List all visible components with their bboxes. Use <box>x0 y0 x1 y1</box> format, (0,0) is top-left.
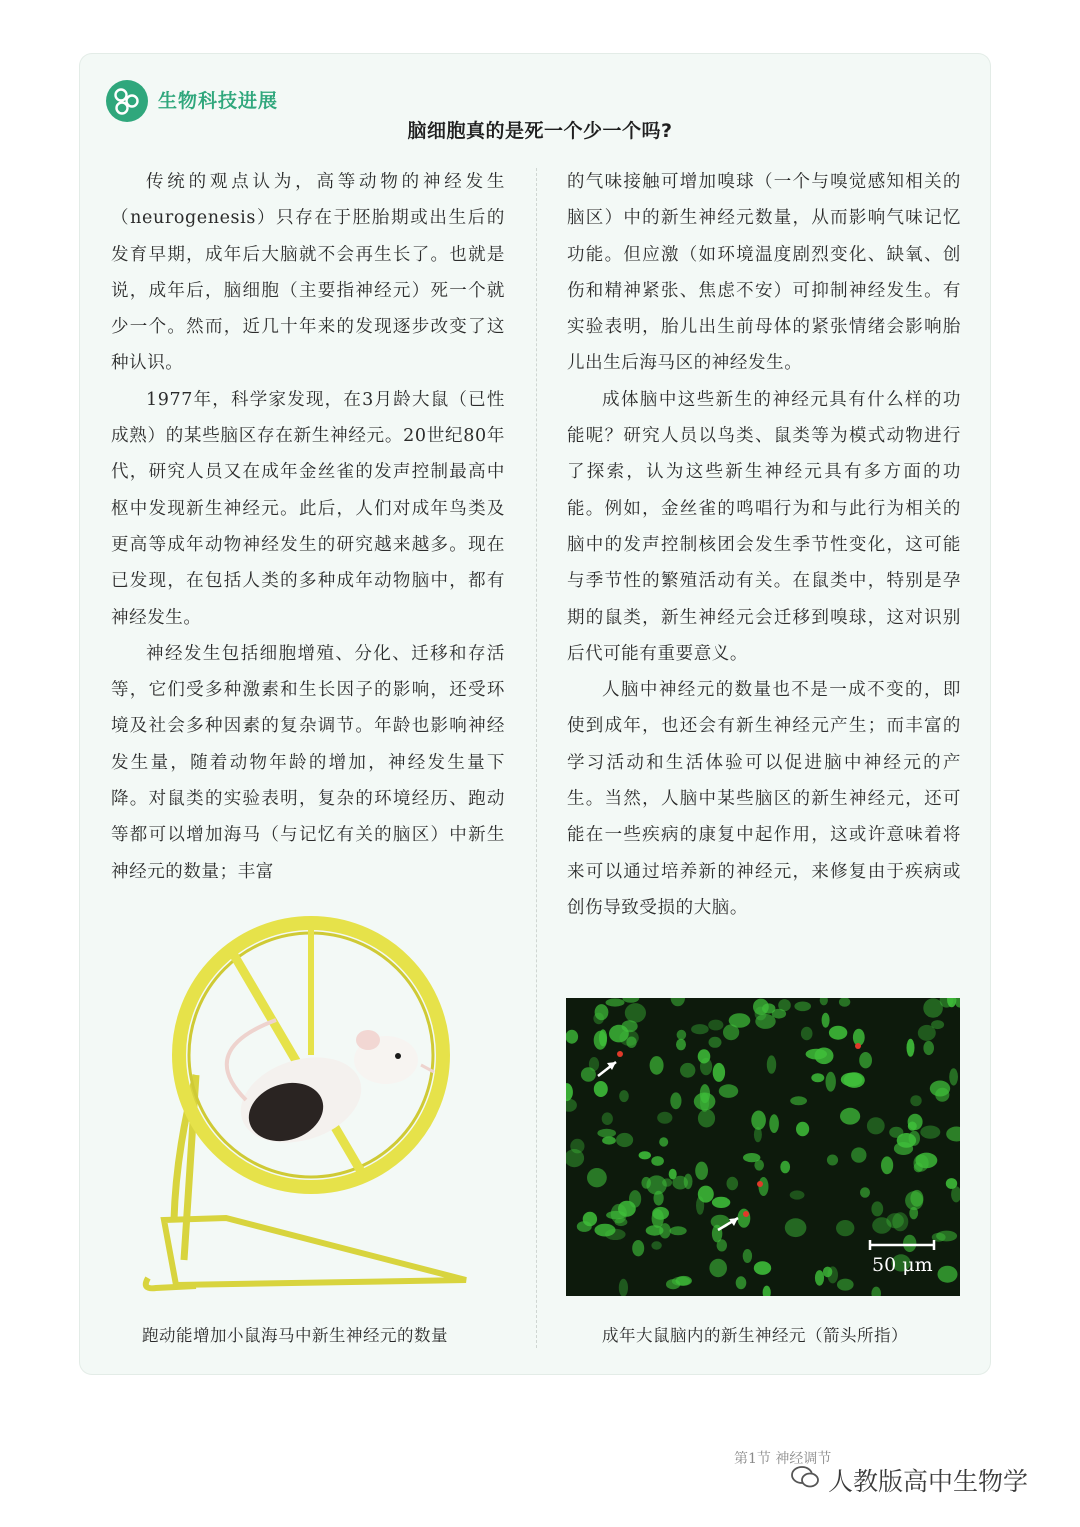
mouse-wheel-illustration <box>136 900 476 1300</box>
neuron-cell <box>666 1279 680 1289</box>
micro-caption: 成年大鼠脑内的新生神经元（箭头所指） <box>602 1326 908 1345</box>
neuron-cell <box>905 1191 923 1210</box>
article-title: 脑细胞真的是死一个少一个吗? <box>407 120 673 142</box>
neuron-cell <box>753 999 769 1015</box>
neuron-cell <box>670 1226 687 1235</box>
neuron-cell <box>815 1270 824 1286</box>
neuron-cell <box>736 1276 747 1289</box>
neuron-cell <box>763 1286 771 1296</box>
neuron-cell <box>616 1133 633 1147</box>
paragraph: 人脑中神经元的数量也不是一成不变的，即使到成年，也还会有新生神经元产生；而丰富的学习活动和生活体验可以促进脑中神经元的产生。当然，人脑中某些脑区的新生神经元，还可能在一些疾病的康复中起作用，这或许意味着将来可以通过培养新的神经元，来修复由于疾病或创伤导致受损的大脑。 <box>567 680 961 918</box>
neuron-cell <box>938 1266 958 1283</box>
neuron-cell <box>727 1177 739 1190</box>
neuron-cell <box>570 1139 584 1154</box>
neuron-cell <box>651 1241 661 1249</box>
neuron-cell <box>632 1240 644 1256</box>
neuron-cell <box>698 1109 715 1127</box>
neuron-cell <box>680 1063 695 1078</box>
neuron-cell <box>670 1092 681 1109</box>
neuron-cell <box>923 1041 934 1055</box>
neuron-cell <box>829 1026 847 1040</box>
neuron-cell <box>615 1218 628 1226</box>
neuron-cell <box>738 1209 751 1228</box>
neuron-cell <box>595 1224 616 1237</box>
neuron-cell <box>920 1126 940 1139</box>
neuron-cell <box>566 1030 578 1044</box>
neuron-cell <box>629 1190 641 1208</box>
neuron-cell <box>946 1127 960 1142</box>
paragraph: 传统的观点认为，高等动物的神经发生（neurogenesis）只存在于胚胎期或出生后的发育早期，成年后大脑就不会再生长了。也就是说，成年后，脑细胞（主要指神经元）死一个就少一个。然而，近几十年来的发现逐步改变了这种认识。 <box>111 172 505 374</box>
watermark-text <box>794 1462 1028 1498</box>
watermark-label: 人教版高中生物学 <box>828 1467 1029 1496</box>
neuron-cell <box>662 1178 672 1186</box>
bio-tech-icon <box>106 80 148 122</box>
neuron-cell <box>743 1153 760 1162</box>
neuron-cell <box>754 1261 771 1275</box>
neuron-cell <box>619 1090 629 1102</box>
neuron-cell <box>836 1220 854 1236</box>
neuron-cell <box>790 1096 807 1105</box>
neuron-cell <box>696 1196 704 1215</box>
new-neuron-marker <box>855 1043 861 1049</box>
neuron-cell <box>723 1024 739 1040</box>
neuron-cell <box>767 1055 776 1073</box>
neuron-cell <box>914 1155 929 1172</box>
neuron-cell <box>881 1156 893 1174</box>
neuron-cell <box>930 1081 950 1097</box>
neuron-cell <box>827 1266 838 1283</box>
neuron-cell <box>566 1083 573 1101</box>
neuron-cell <box>650 1056 664 1075</box>
neuron-cell <box>897 1133 916 1148</box>
neuron-cell <box>619 1030 638 1046</box>
neuron-cell <box>772 1009 786 1019</box>
neuron-cell <box>691 1024 709 1034</box>
micrograph-canvas <box>566 998 960 1296</box>
neuron-cell <box>625 1003 646 1023</box>
neuron-cell <box>907 1039 915 1057</box>
neuron-cell <box>651 1156 664 1166</box>
neuron-cell <box>676 1039 686 1051</box>
neuron-cell <box>743 1249 752 1263</box>
new-neuron-marker <box>757 1181 763 1187</box>
neuron-cell <box>599 1029 607 1046</box>
paragraph-continuation: 的气味接触可增加嗅球（一个与嗅觉感知相关的脑区）中的新生神经元数量，从而影响气味记忆功能。但应激（如环境温度剧烈变化、缺氧、创伤和精神紧张、焦虑不安）可抑制神经发生。有实验表明，胎儿出生前母体的紧张情绪会影响胎儿出生后海马区的神经发生。 <box>567 172 961 374</box>
neuron-cell <box>652 1207 669 1220</box>
neuron-cell <box>839 998 850 1007</box>
neuron-cell <box>867 1117 885 1134</box>
neuron-cell <box>860 1187 870 1198</box>
neuron-cell <box>811 1073 824 1082</box>
neuron-cell <box>594 1081 608 1097</box>
neuron-cell <box>646 1225 664 1235</box>
neuron-cell <box>872 1217 891 1233</box>
column-divider <box>536 168 537 1348</box>
chapter-footer: 第1节 神经调节 <box>734 1451 832 1467</box>
neuron-cell <box>622 998 639 1003</box>
neuron-cell <box>840 1108 860 1125</box>
paragraph: 神经发生包括细胞增殖、分化、迁移和存活等，它们受多种激素和生长因子的影响，还受环境及社会多种因素的复杂调节。年龄也影响神经发生量，随着动物年龄的增加，神经发生量下降。对鼠类的实验表明，复杂的环境经历、跑动等都可以增加海马（与记忆有关的脑区）中新生神经元的数量；丰富 <box>111 643 505 882</box>
neuron-micrograph <box>566 998 960 1296</box>
neuron-cell <box>751 1111 766 1130</box>
neuron-cell <box>841 1073 863 1087</box>
neuron-cell <box>577 1221 592 1232</box>
neuron-cell <box>698 1049 711 1063</box>
neuron-cell <box>587 1168 607 1187</box>
neuron-cell <box>871 1287 881 1296</box>
neuron-cell <box>606 998 625 1006</box>
paragraph: 1977年，科学家发现，在3月龄大鼠（已性成熟）的某些脑区存在新生神经元。20世纪80年代，研究人员又在成年金丝雀的发声控制最高中枢中发现新生神经元。此后，人们对成年鸟类及更高等成年动物神经发生的研究越来越多。现在已发现，在包括人类的多种成年动物脑中，都有神经发生。 <box>111 389 505 628</box>
neuron-cell <box>871 1201 883 1216</box>
neuron-cell <box>820 998 828 1005</box>
neuron-cell <box>695 1162 708 1180</box>
neuron-cell <box>712 1197 730 1208</box>
neuron-cell <box>790 1190 805 1199</box>
neuron-cell <box>908 1122 917 1131</box>
neuron-cell <box>796 1122 809 1136</box>
neuron-cell <box>910 1095 921 1106</box>
left-column <box>111 164 505 890</box>
neuron-cell <box>657 1112 672 1124</box>
neuron-cell <box>639 1151 651 1159</box>
neuron-cell <box>806 1049 827 1060</box>
right-column <box>567 164 961 926</box>
neuron-cell <box>827 1155 838 1166</box>
neuron-cell <box>936 1231 957 1242</box>
neuron-cell <box>859 1052 872 1068</box>
neuron-cell <box>719 1084 738 1098</box>
neuron-cell <box>708 1020 723 1031</box>
neuron-cell <box>794 1002 811 1012</box>
neuron-cell <box>671 998 685 1006</box>
neuron-cell <box>602 1112 613 1125</box>
neuron-cell <box>589 1057 599 1071</box>
scale-bar-label: 50 μm <box>872 1254 933 1276</box>
neuron-cell <box>641 1177 651 1189</box>
neuron-cell <box>672 1176 688 1190</box>
neuron-cell <box>837 1279 854 1291</box>
neuron-cell <box>593 1013 604 1025</box>
neuron-cell <box>801 1027 813 1041</box>
neuron-cell <box>903 1235 916 1252</box>
neuron-cell <box>769 1114 779 1133</box>
neuron-cell <box>826 1072 836 1092</box>
neuron-cell <box>597 1129 616 1138</box>
neuron-cell <box>619 1279 628 1296</box>
section-label: 生物科技进展 <box>158 90 279 112</box>
neuron-cell <box>851 1147 866 1162</box>
wheel-caption: 跑动能增加小鼠海马中新生神经元的数量 <box>142 1326 448 1345</box>
neuron-cell <box>949 1068 958 1085</box>
new-neuron-marker <box>617 1051 623 1057</box>
neuron-cell <box>946 1178 957 1189</box>
neuron-cell <box>713 1063 725 1082</box>
neuron-cell <box>602 1136 616 1144</box>
neuron-cell <box>709 1259 727 1277</box>
neuron-cell <box>822 1013 830 1028</box>
neuron-cell <box>659 1137 668 1146</box>
neuron-cell <box>780 1161 790 1174</box>
neuron-cell <box>709 1037 722 1048</box>
new-neuron-marker <box>743 1211 749 1217</box>
paragraph: 成体脑中这些新生的神经元具有什么样的功能呢？研究人员以鸟类、鼠类等为模式动物进行了探索，认为这些新生神经元具有多方面的功能。例如，金丝雀的鸣唱行为和与此行为相关的脑中的发声控制核团会发生季节性变化，这可能与季节性的繁殖活动有关。在鼠类中，特别是孕期的鼠类，新生神经元会迁移到嗅球，这对识别后代可能有重要意义。 <box>567 389 961 664</box>
scale-bar <box>870 1240 934 1250</box>
neuron-cell <box>677 1030 687 1040</box>
neuron-cell <box>694 1093 716 1111</box>
neuron-cell <box>918 1025 936 1041</box>
neuron-cell <box>785 1218 807 1237</box>
